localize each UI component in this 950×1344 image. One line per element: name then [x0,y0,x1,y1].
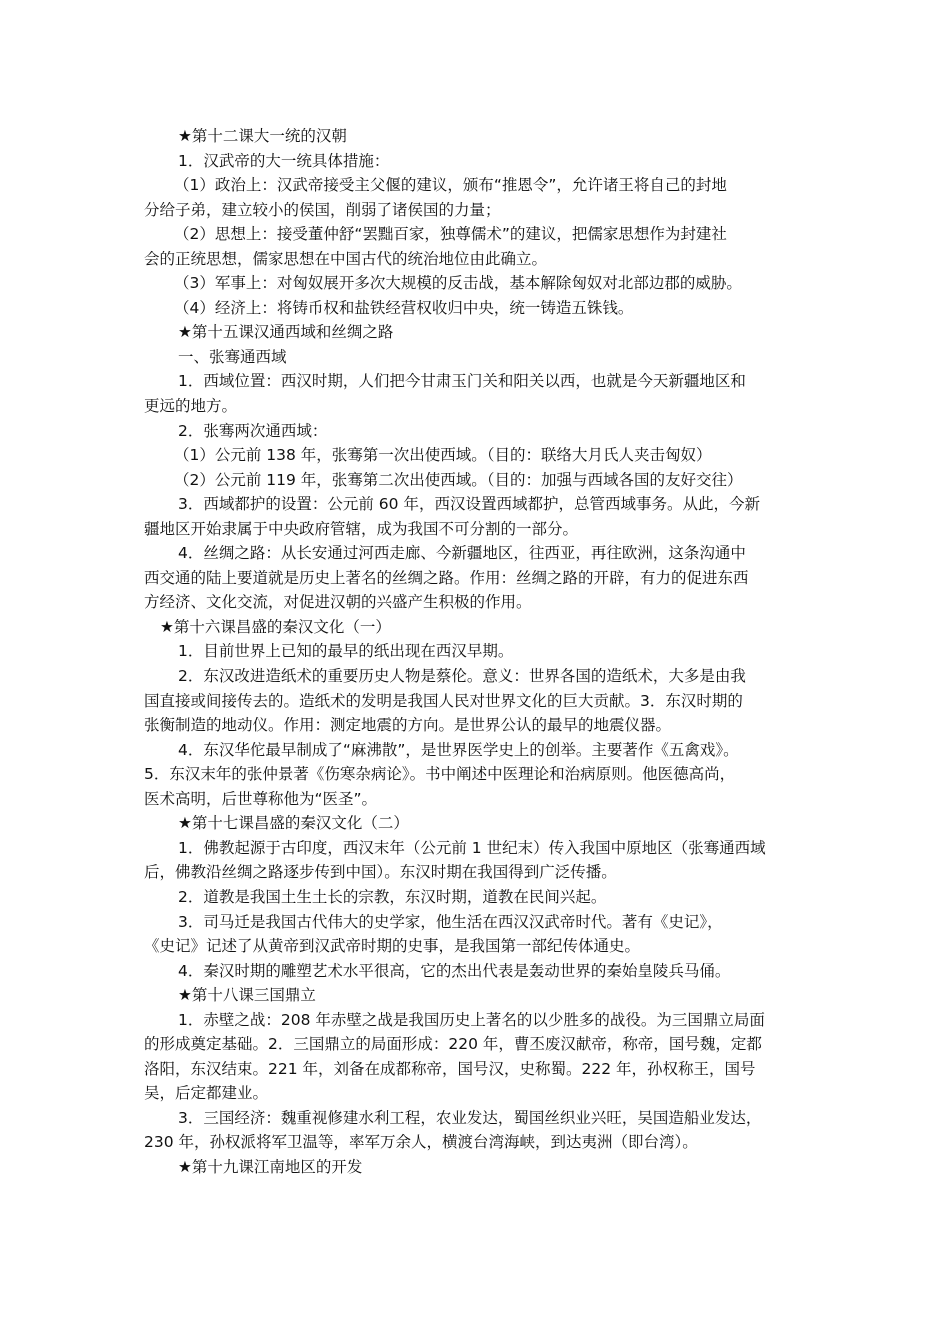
text-line: 医术高明，后世尊称他为“医圣”。 [144,789,378,808]
text-line: （2）思想上：接受董仲舒“罢黜百家，独尊儒术”的建议，把儒家思想作为封建社 [174,225,727,244]
text-line: 更远的地方。 [144,397,238,416]
text-line: （1）公元前 138 年，张骞第一次出使西域。（目的：联络大月氏人夹击匈奴） [174,446,712,465]
section-heading: ★第十七课昌盛的秦汉文化（二） [178,814,409,833]
document-body [144,124,804,1180]
text-line: 《史记》记述了从黄帝到汉武帝时期的史事，是我国第一部纪传体通史。 [144,937,641,956]
text-line: 2．道教是我国土生土长的宗教，东汉时期，道教在民间兴起。 [178,887,607,906]
text-line: 吴，后定都建业。 [144,1084,269,1103]
text-line: 一、张骞通西域 [178,347,287,366]
text-line: 后，佛教沿丝绸之路逐步传到中国）。东汉时期在我国得到广泛传播。 [144,863,617,882]
text-line: 分给子弟，建立较小的侯国，削弱了诸侯国的力量； [144,200,501,219]
text-line: （3）军事上：对匈奴展开多次大规模的反击战，基本解除匈奴对北部边郡的威胁。 [174,274,742,293]
text-line: 1．目前世界上已知的最早的纸出现在西汉早期。 [178,642,514,661]
text-line: 4．秦汉时期的雕塑艺术水平很高，它的杰出代表是轰动世界的秦始皇陵兵马俑。 [178,961,731,980]
text-line: 2．东汉改进造纸术的重要历史人物是蔡伦。意义：世界各国的造纸术，大多是由我 [178,667,746,686]
section-heading: ★第十九课江南地区的开发 [178,1157,363,1176]
text-line: （2）公元前 119 年，张骞第二次出使西域。（目的：加强与西域各国的友好交往） [174,470,743,489]
text-line: 2．张骞两次通西域： [178,421,328,440]
section-heading: ★第十六课昌盛的秦汉文化（一） [160,617,391,636]
section-heading: ★第十二课大一统的汉朝 [178,127,347,145]
text-line: 230 年，孙权派将军卫温等，率军万余人，横渡台湾海峡，到达夷洲（即台湾）。 [144,1133,698,1152]
text-line: （4）经济上：将铸币权和盐铁经营权收归中央，统一铸造五铢钱。 [174,298,634,317]
text-line: 张衡制造的地动仪。作用：测定地震的方向。是世界公认的最早的地震仪器。 [144,716,672,735]
text-line: 方经济、文化交流，对促进汉朝的兴盛产生积极的作用。 [144,593,532,612]
text-line: 4．丝绸之路：从长安通过河西走廊、今新疆地区，往西亚，再往欧洲，这条沟通中 [178,544,746,563]
text-line: 疆地区开始隶属于中央政府管辖，成为我国不可分割的一部分。 [144,519,579,538]
text-line: 1．西域位置：西汉时期，人们把今甘肃玉门关和阳关以西，也就是今天新疆地区和 [178,372,746,391]
text-line: 洛阳，东汉结束。221 年，刘备在成都称帝，国号汉，史称蜀。222 年，孙权称王，国号 [144,1059,756,1078]
text-line: 3．三国经济：魏重视修建水利工程，农业发达，蜀国丝织业兴旺，吴国造船业发达， [178,1108,762,1127]
text-line: 西交通的陆上要道就是历史上著名的丝绸之路。作用：丝绸之路的开辟，有力的促进东西 [144,568,749,587]
text-line: 3．西域都护的设置：公元前 60 年，西汉设置西域都护，总管西域事务。从此，今新 [178,495,760,514]
text-line: 5．东汉末年的张仲景著《伤寒杂病论》。书中阐述中医理论和治病原则。他医德高尚， [144,765,736,784]
text-line: （1）政治上：汉武帝接受主父偃的建议，颁布“推恩令”，允许诸王将自己的封地 [174,176,727,195]
text-line: 国直接或间接传去的。造纸术的发明是我国人民对世界文化的巨大贡献。3．东汉时期的 [144,691,743,710]
text-line: 4．东汉华佗最早制成了“麻沸散”，是世界医学史上的创举。主要著作《五禽戏》。 [178,740,739,759]
text-line: 1．汉武帝的大一统具体措施： [178,151,390,170]
section-heading: ★第十五课汉通西域和丝绸之路 [178,323,394,342]
section-heading: ★第十八课三国鼎立 [178,986,316,1005]
text-line: 1．赤壁之战：208 年赤壁之战是我国历史上著名的以少胜多的战役。为三国鼎立局面 [178,1010,765,1029]
text-line: 的形成奠定基础。2．三国鼎立的局面形成：220 年，曹丕废汉献帝，称帝，国号魏，定都 [144,1035,762,1054]
text-line: 会的正统思想，儒家思想在中国古代的统治地位由此确立。 [144,249,548,268]
text-line: 3．司马迁是我国古代伟大的史学家，他生活在西汉汉武帝时代。著有《史记》， [178,912,723,931]
text-line: 1．佛教起源于古印度，西汉末年（公元前 1 世纪末）传入我国中原地区（张骞通西域 [178,838,766,857]
